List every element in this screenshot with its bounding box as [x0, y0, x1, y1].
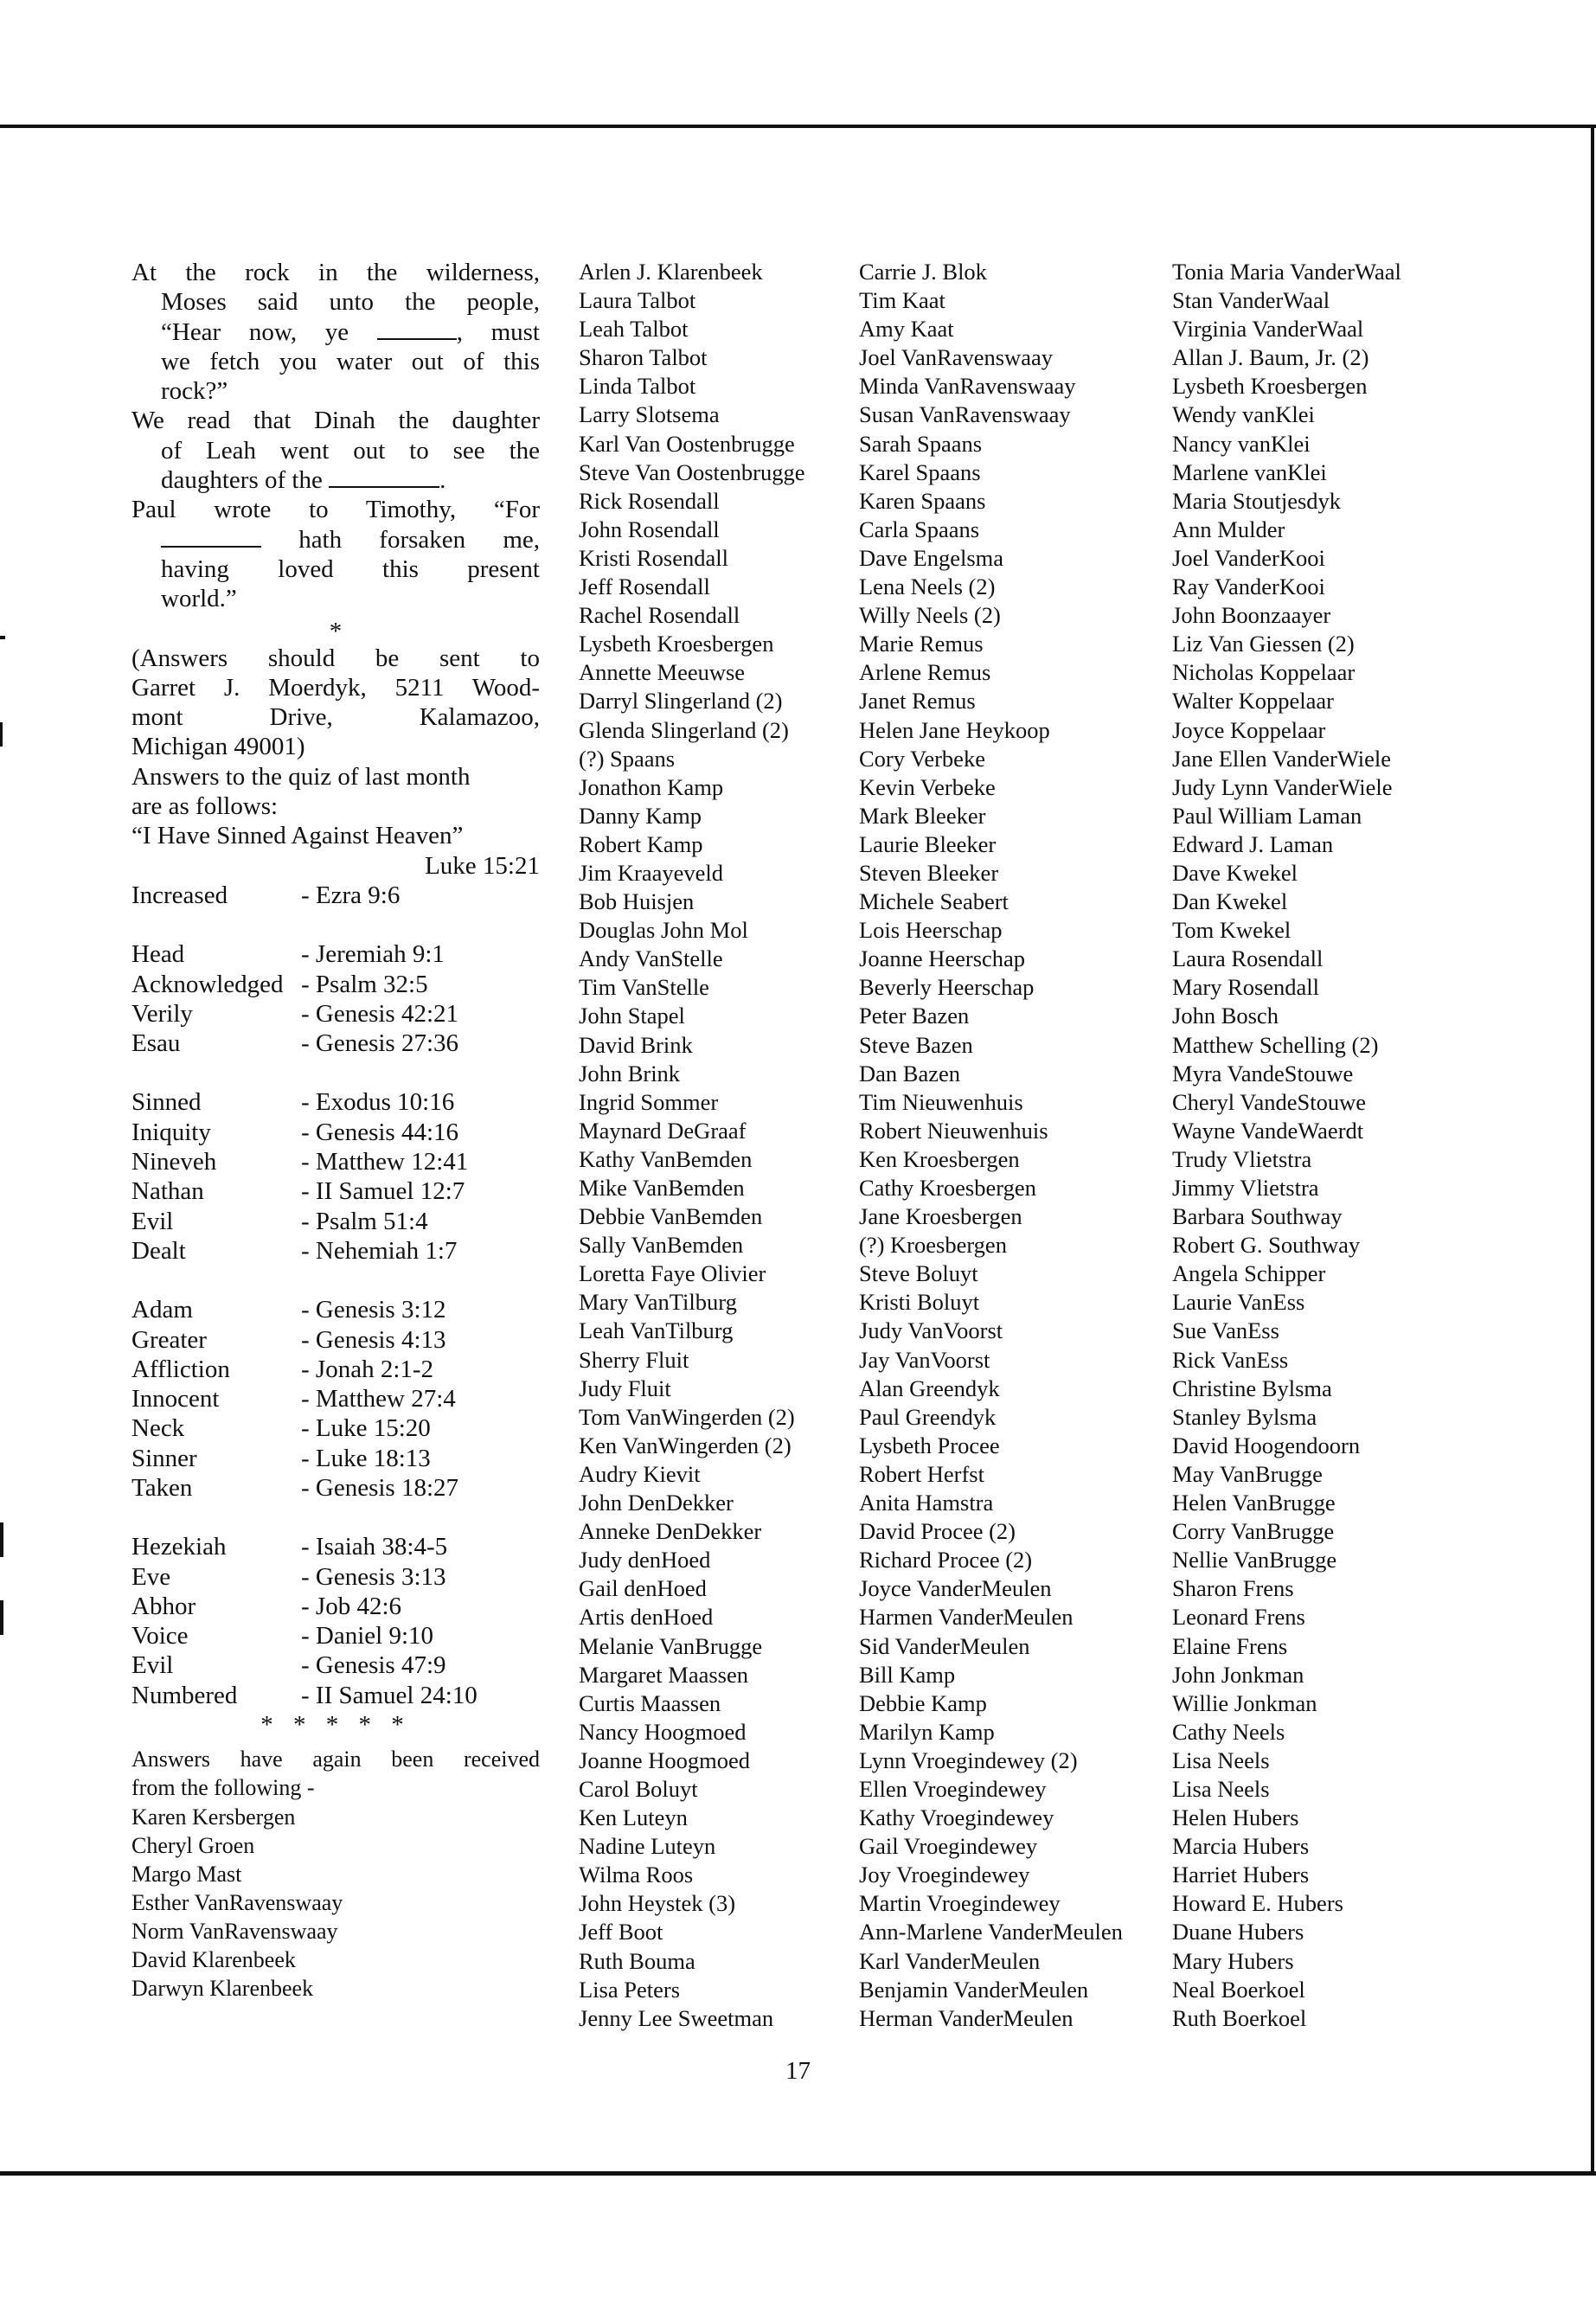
contributor-name: Jeff Rosendall [579, 574, 710, 600]
quiz-title: “I Have Sinned Against Heaven” [131, 822, 464, 850]
contributor-name: Arlen J. Klarenbeek [579, 259, 763, 285]
answer-reference: - Jeremiah 9:1 [301, 940, 445, 969]
contributor-name: John DenDekker [579, 1490, 734, 1516]
contributor-name: Matthew Schelling (2) [1172, 1031, 1379, 1058]
contributor-name: Minda VanRavenswaay [859, 373, 1076, 400]
contributor-name: Steve Bazen [859, 1031, 973, 1058]
contributor-name: Anneke DenDekker [579, 1518, 762, 1545]
contributor-name: David Brink [579, 1031, 693, 1058]
contributor-name: Angela Schipper [1172, 1260, 1326, 1287]
contributor-name: John Bosch [1172, 1003, 1279, 1029]
answer-reference: - Genesis 27:36 [301, 1029, 459, 1058]
contributor-name: Myra VandeStouwe [1172, 1060, 1354, 1086]
contributor-name: Lois Heerschap [859, 917, 1003, 944]
contributor-name: Mike VanBemden [579, 1175, 745, 1201]
answer-word: Evil [131, 1207, 174, 1235]
contributor-name: Tom VanWingerden (2) [579, 1403, 795, 1430]
answer-reference: - II Samuel 24:10 [301, 1681, 478, 1709]
contributor-name: Kevin Verbeke [859, 773, 996, 800]
quiz-column [131, 258, 540, 2003]
contributor-name: Tonia Maria VanderWaal [1172, 259, 1401, 285]
group-gap [131, 1503, 540, 1532]
contributor-name: Sarah Spaans [859, 430, 983, 457]
answer-word: Nineveh [131, 1148, 217, 1176]
contributor-name: Dan Kwekel [1172, 888, 1288, 915]
contributor-name: Harriet Hubers [1172, 1862, 1310, 1888]
received-name: Darwyn Klarenbeek [131, 1976, 314, 2002]
separator-star: * [329, 617, 343, 645]
contributor-name: Glenda Slingerland (2) [579, 716, 789, 743]
contributor-name: Stanley Bylsma [1172, 1403, 1317, 1430]
contributor-name: Laurie VanEss [1172, 1289, 1305, 1316]
contributor-name: Lisa Peters [579, 1976, 681, 2003]
contributor-name: Helen Hubers [1172, 1804, 1299, 1831]
contributor-name: Leonard Frens [1172, 1604, 1305, 1631]
answer-row [131, 1532, 540, 1561]
contributor-name: Tom Kwekel [1172, 917, 1292, 944]
contributor-name: Paul Greendyk [859, 1403, 997, 1430]
answer-row [131, 1473, 540, 1503]
contributor-name: Judy Lynn VanderWiele [1172, 773, 1393, 800]
contributor-name: Linda Talbot [579, 373, 696, 400]
separator-stars: * * * * * [260, 1711, 411, 1740]
contributor-name: Karen Spaans [859, 487, 986, 514]
contributor-name: Kathy Vroegindewey [859, 1804, 1054, 1831]
names-column-3 [1172, 258, 1535, 2033]
contributor-name: Helen Jane Heykoop [859, 716, 1050, 743]
contributor-name: Jay VanVoorst [859, 1346, 990, 1373]
contributor-name: Ken Kroesbergen [859, 1145, 1020, 1172]
answer-word: Iniquity [131, 1118, 211, 1146]
answer-reference: - II Samuel 12:7 [301, 1177, 465, 1206]
contributor-name: Jim Kraayeveld [579, 859, 724, 886]
contributor-name: Joel VanRavenswaay [859, 344, 1053, 371]
scan-mark [0, 1522, 3, 1557]
contributor-name: Beverly Heerschap [859, 974, 1035, 1001]
scan-mark [0, 722, 3, 747]
contributor-name: Sharon Frens [1172, 1575, 1294, 1602]
answer-row [131, 1207, 540, 1236]
group-gap [131, 910, 540, 939]
answer-row [131, 1295, 540, 1324]
contributor-name: Tim VanStelle [579, 974, 709, 1001]
contributor-name: Laura Talbot [579, 287, 696, 314]
answer-word: Dealt [131, 1236, 186, 1265]
names-column-2 [859, 258, 1170, 2033]
contributor-name: Wilma Roos [579, 1862, 694, 1888]
contributor-name: Neal Boerkoel [1172, 1976, 1305, 2003]
answer-row [131, 1147, 540, 1176]
contributor-name: Douglas John Mol [579, 917, 748, 944]
contributor-name: Jonathon Kamp [579, 773, 724, 800]
answer-word: Sinner [131, 1444, 197, 1472]
answer-row [131, 1413, 540, 1443]
contributor-name: Tim Kaat [859, 287, 945, 314]
received-name: Esther VanRavenswaay [131, 1889, 343, 1915]
contributor-name: Cory Verbeke [859, 745, 985, 772]
contributor-name: Curtis Maassen [579, 1689, 721, 1716]
contributor-name: Barbara Southway [1172, 1203, 1343, 1230]
contributor-name: Kristi Boluyt [859, 1289, 980, 1316]
answer-word: Sinned [131, 1088, 202, 1117]
contributor-name: Corry VanBrugge [1172, 1518, 1335, 1545]
contributor-name: Nadine Luteyn [579, 1833, 716, 1860]
contributor-name: Edward J. Laman [1172, 830, 1334, 857]
contributor-name: Ann Mulder [1172, 516, 1285, 542]
contributor-name: Arlene Remus [859, 659, 991, 686]
contributor-name: Ruth Bouma [579, 1947, 695, 1974]
contributor-name: Karl VanderMeulen [859, 1947, 1041, 1974]
contributor-name: Ruth Boerkoel [1172, 2004, 1307, 2031]
answer-reference: - Matthew 27:4 [301, 1385, 456, 1413]
contributor-name: Steve Boluyt [859, 1260, 978, 1287]
contributor-name: John Brink [579, 1060, 681, 1086]
contributor-name: Peter Bazen [859, 1003, 970, 1029]
contributor-name: Wendy vanKlei [1172, 401, 1315, 428]
contributor-name: Steve Van Oostenbrugge [579, 458, 805, 485]
contributor-name: Virginia VanderWaal [1172, 316, 1364, 343]
contributor-name: Anita Hamstra [859, 1490, 994, 1516]
answer-word: Abhor [131, 1592, 196, 1620]
contributor-name: Rachel Rosendall [579, 602, 740, 629]
answer-word: Taken [131, 1473, 193, 1502]
contributor-name: Herman VanderMeulen [859, 2004, 1074, 2031]
answer-word: Hezekiah [131, 1533, 227, 1561]
answer-blank [161, 529, 261, 548]
answer-reference: - Genesis 18:27 [301, 1473, 459, 1502]
answer-row [131, 1681, 540, 1710]
answer-reference: - Exodus 10:16 [301, 1088, 455, 1117]
contributor-name: Amy Kaat [859, 316, 954, 343]
contributor-name: Bill Kamp [859, 1661, 956, 1688]
contributor-name: Richard Procee (2) [859, 1547, 1033, 1574]
send-answers: (Answers should be sent to Garret J. Moerdyk, 5211 Wood- mont Drive, Kalamazoo, Michigan 49001) [131, 644, 540, 761]
answer-reference: - Genesis 4:13 [301, 1325, 446, 1354]
answer-reference: - Jonah 2:1-2 [301, 1355, 434, 1383]
contributor-name: Jimmy Vlietstra [1172, 1175, 1319, 1201]
contributor-name: Judy VanVoorst [859, 1317, 1003, 1344]
answer-word: Voice [131, 1622, 189, 1650]
answer-row [131, 1118, 540, 1147]
contributor-name: John Stapel [579, 1003, 685, 1029]
contributor-name: Ken Luteyn [579, 1804, 688, 1831]
contributor-name: Willy Neels (2) [859, 602, 1001, 629]
contributor-name: Robert G. Southway [1172, 1232, 1361, 1259]
contributor-name: Lynn Vroegindewey (2) [859, 1747, 1078, 1773]
contributor-name: Lena Neels (2) [859, 574, 996, 600]
contributor-name: Stan VanderWaal [1172, 287, 1330, 314]
contributor-name: Melanie VanBrugge [579, 1632, 763, 1659]
contributor-name: Margaret Maassen [579, 1661, 748, 1688]
answer-reference: - Genesis 42:21 [301, 999, 459, 1028]
answer-word: Neck [131, 1414, 185, 1443]
answer-word: Nathan [131, 1177, 204, 1206]
answer-word: Eve [131, 1562, 171, 1591]
contributor-name: Bob Huisjen [579, 888, 695, 915]
contributor-name: David Hoogendoorn [1172, 1432, 1361, 1458]
received-name: David Klarenbeek [131, 1947, 296, 1973]
contributor-name: Judy denHoed [579, 1547, 711, 1574]
contributor-name: Sally VanBemden [579, 1232, 744, 1259]
answer-reference: - Luke 18:13 [301, 1444, 431, 1472]
question-1: At the rock in the wilderness, Moses said unto the people, “Hear now, ye , must we fetch you water out of this rock?” [131, 259, 540, 406]
answers-intro: Answers to the quiz of last month are as follows: [131, 762, 471, 821]
answer-reference: - Genesis 47:9 [301, 1651, 446, 1680]
answer-reference: - Luke 15:20 [301, 1414, 431, 1443]
answer-row [131, 1236, 540, 1266]
contributor-name: Dave Kwekel [1172, 859, 1298, 886]
contributor-name: Nancy Hoogmoed [579, 1718, 747, 1745]
contributor-name: Howard E. Hubers [1172, 1890, 1343, 1917]
answer-row [131, 881, 540, 910]
contributor-name: Sue VanEss [1172, 1317, 1279, 1344]
answer-word: Evil [131, 1651, 174, 1680]
scan-mark [0, 636, 5, 639]
contributor-name: Robert Kamp [579, 830, 703, 857]
contributor-name: Dan Bazen [859, 1060, 960, 1086]
contributor-name: Michele Seabert [859, 888, 1009, 915]
contributor-name: Joyce Koppelaar [1172, 716, 1326, 743]
contributor-name: Robert Herfst [859, 1460, 984, 1487]
contributor-name: Allan J. Baum, Jr. (2) [1172, 344, 1369, 371]
group-gap [131, 1266, 540, 1295]
contributor-name: Nancy vanKlei [1172, 430, 1311, 457]
contributor-name: Joy Vroegindewey [859, 1862, 1030, 1888]
contributor-name: Mark Bleeker [859, 802, 986, 829]
contributor-name: Marie Remus [859, 631, 984, 657]
received-name: Norm VanRavenswaay [131, 1918, 338, 1944]
contributor-name: Joyce VanderMeulen [859, 1575, 1052, 1602]
answer-row [131, 1592, 540, 1621]
contributor-name: Paul William Laman [1172, 802, 1362, 829]
contributor-name: Loretta Faye Olivier [579, 1260, 766, 1287]
contributor-name: Carol Boluyt [579, 1775, 698, 1802]
contributor-name: Joanne Hoogmoed [579, 1747, 750, 1773]
contributor-name: Andy VanStelle [579, 945, 723, 972]
contributor-name: Ray VanderKooi [1172, 574, 1325, 600]
contributor-name: John Boonzaayer [1172, 602, 1331, 629]
answer-row [131, 1176, 540, 1206]
contributor-name: Laurie Bleeker [859, 830, 997, 857]
contributor-name: Nicholas Koppelaar [1172, 659, 1356, 686]
names-column-1 [579, 258, 856, 2033]
contributor-name: Rick Rosendall [579, 487, 720, 514]
contributor-name: Cathy Neels [1172, 1718, 1285, 1745]
contributor-name: Janet Remus [859, 688, 976, 715]
group-gap [131, 1058, 540, 1087]
received-name: Cheryl Groen [131, 1832, 255, 1858]
contributor-name: Walter Koppelaar [1172, 688, 1334, 715]
contributor-name: Gail Vroegindewey [859, 1833, 1038, 1860]
answer-blank [377, 321, 457, 340]
contributor-name: Steven Bleeker [859, 859, 999, 886]
contributor-name: Sharon Talbot [579, 344, 708, 371]
contributor-name: Maria Stoutjesdyk [1172, 487, 1342, 514]
answer-row [131, 1384, 540, 1413]
contributor-name: Lysbeth Kroesbergen [1172, 373, 1368, 400]
answer-row [131, 939, 540, 969]
answer-reference: - Genesis 3:13 [301, 1562, 446, 1591]
answer-row [131, 1621, 540, 1650]
contributor-name: Robert Nieuwenhuis [859, 1117, 1048, 1144]
contributor-name: Darryl Slingerland (2) [579, 688, 783, 715]
contributor-name: Judy Fluit [579, 1375, 671, 1401]
answer-word: Esau [131, 1029, 181, 1058]
contributor-name: Martin Vroegindewey [859, 1890, 1061, 1917]
contributor-name: Danny Kamp [579, 802, 702, 829]
contributor-name: Wayne VandeWaerdt [1172, 1117, 1364, 1144]
contributor-name: May VanBrugge [1172, 1460, 1323, 1487]
contributor-name: Karel Spaans [859, 458, 981, 485]
contributor-name: Marcia Hubers [1172, 1833, 1310, 1860]
question-2: We read that Dinah the daughter of Leah went out to see the daughters of the . [131, 407, 540, 495]
contributor-name: Marilyn Kamp [859, 1718, 995, 1745]
contributor-name: (?) Spaans [579, 745, 676, 772]
answer-word: Verily [131, 999, 193, 1028]
contributor-name: John Heystek (3) [579, 1890, 736, 1917]
contributor-name: Cathy Kroesbergen [859, 1175, 1036, 1201]
quiz-reference: Luke 15:21 [425, 851, 540, 880]
contributor-name: Liz Van Giessen (2) [1172, 631, 1355, 657]
answer-row [131, 1325, 540, 1355]
contributor-name: David Procee (2) [859, 1518, 1016, 1545]
scan-mark [0, 1600, 3, 1635]
contributor-name: Artis denHoed [579, 1604, 714, 1631]
contributor-name: Ellen Vroegindewey [859, 1775, 1047, 1802]
contributor-name: Dave Engelsma [859, 544, 1004, 571]
contributor-name: Marlene vanKlei [1172, 458, 1327, 485]
contributor-name: Trudy Vlietstra [1172, 1145, 1312, 1172]
contributor-name: Rick VanEss [1172, 1346, 1289, 1373]
top-rule [0, 125, 1596, 128]
answer-list [131, 881, 540, 1710]
answer-word: Acknowledged [131, 970, 284, 998]
contributor-name: Lysbeth Kroesbergen [579, 631, 774, 657]
answer-row [131, 1087, 540, 1117]
contributor-name: Harmen VanderMeulen [859, 1604, 1074, 1631]
contributor-name: Kathy VanBemden [579, 1145, 753, 1172]
contributor-name: Mary VanTilburg [579, 1289, 737, 1316]
contributor-name: Willie Jonkman [1172, 1689, 1317, 1716]
answer-row [131, 1562, 540, 1592]
answer-reference: - Matthew 12:41 [301, 1148, 469, 1176]
right-rule [1591, 125, 1594, 2175]
contributor-name: Ingrid Sommer [579, 1088, 719, 1115]
contributor-name: Maynard DeGraaf [579, 1117, 747, 1144]
answer-reference: - Genesis 3:12 [301, 1296, 446, 1324]
answer-word: Increased [131, 881, 228, 909]
contributor-name: Mary Hubers [1172, 1947, 1294, 1974]
answer-reference: - Psalm 32:5 [301, 970, 428, 998]
contributor-name: John Rosendall [579, 516, 720, 542]
contributor-name: Jeff Boot [579, 1919, 663, 1945]
contributor-name: Jane Kroesbergen [859, 1203, 1022, 1230]
answer-word: Numbered [131, 1681, 238, 1709]
received-name: Karen Kersbergen [131, 1804, 296, 1830]
contributor-name: Joanne Heerschap [859, 945, 1026, 972]
contributor-name: Carla Spaans [859, 516, 980, 542]
answer-row [131, 1355, 540, 1384]
contributor-name: Ken VanWingerden (2) [579, 1432, 792, 1458]
answer-row [131, 1444, 540, 1473]
answer-word: Innocent [131, 1385, 220, 1413]
contributor-name: Jane Ellen VanderWiele [1172, 745, 1392, 772]
answer-reference: - Daniel 9:10 [301, 1622, 434, 1650]
contributor-name: Debbie VanBemden [579, 1203, 763, 1230]
contributor-name: Kristi Rosendall [579, 544, 728, 571]
contributor-name: Annette Meeuwse [579, 659, 746, 686]
contributor-name: Lisa Neels [1172, 1775, 1270, 1802]
answer-reference: - Nehemiah 1:7 [301, 1236, 458, 1265]
contributor-name: Susan VanRavenswaay [859, 401, 1071, 428]
contributor-name: Lysbeth Procee [859, 1432, 1000, 1458]
answer-row [131, 999, 540, 1029]
answer-reference: - Job 42:6 [301, 1592, 401, 1620]
contributor-name: Carrie J. Blok [859, 259, 987, 285]
contributor-name: Jenny Lee Sweetman [579, 2004, 774, 2031]
contributor-name: Gail denHoed [579, 1575, 707, 1602]
contributor-name: Nellie VanBrugge [1172, 1547, 1337, 1574]
answer-reference: - Ezra 9:6 [301, 881, 401, 909]
answer-reference: - Genesis 44:16 [301, 1118, 459, 1146]
answer-reference: - Psalm 51:4 [301, 1207, 428, 1235]
contributor-name: Mary Rosendall [1172, 974, 1320, 1001]
contributor-name: Lisa Neels [1172, 1747, 1270, 1773]
contributor-name: Audry Kievit [579, 1460, 701, 1487]
answer-row [131, 1650, 540, 1680]
answer-word: Adam [131, 1296, 193, 1324]
answer-reference: - Isaiah 38:4-5 [301, 1533, 448, 1561]
contributor-name: Benjamin VanderMeulen [859, 1976, 1089, 2003]
contributor-name: Cheryl VandeStouwe [1172, 1088, 1366, 1115]
answer-word: Affliction [131, 1355, 230, 1383]
contributor-name: Ann-Marlene VanderMeulen [859, 1919, 1123, 1945]
contributor-name: Larry Slotsema [579, 401, 720, 428]
bottom-rule [0, 2171, 1596, 2176]
contributor-name: (?) Kroesbergen [859, 1232, 1007, 1259]
answer-word: Greater [131, 1325, 207, 1354]
answer-blank [329, 469, 439, 488]
answer-word: Head [131, 940, 185, 969]
contributor-name: Leah VanTilburg [579, 1317, 734, 1344]
contributor-name: Duane Hubers [1172, 1919, 1304, 1945]
received-names [131, 1803, 540, 2003]
question-3: Paul wrote to Timothy, “For hath forsaken me, having loved this present world.” [131, 496, 541, 613]
answer-row [131, 1029, 540, 1058]
contributor-name: Alan Greendyk [859, 1375, 1000, 1401]
contributor-name: Leah Talbot [579, 316, 689, 343]
page-number: 17 [785, 2057, 811, 2085]
contributor-name: Sherry Fluit [579, 1346, 689, 1373]
contributor-name: Debbie Kamp [859, 1689, 987, 1716]
contributor-name: Laura Rosendall [1172, 945, 1324, 972]
received-intro: Answers have again been received from the following - [131, 1747, 540, 1801]
contributor-name: Karl Van Oostenbrugge [579, 430, 795, 457]
contributor-name: Helen VanBrugge [1172, 1490, 1336, 1516]
contributor-name: Tim Nieuwenhuis [859, 1088, 1023, 1115]
contributor-name: Joel VanderKooi [1172, 544, 1325, 571]
answer-row [131, 970, 540, 999]
contributor-name: Elaine Frens [1172, 1632, 1288, 1659]
received-name: Margo Mast [131, 1861, 242, 1887]
contributor-name: Sid VanderMeulen [859, 1632, 1030, 1659]
contributor-name: John Jonkman [1172, 1661, 1304, 1688]
contributor-name: Christine Bylsma [1172, 1375, 1332, 1401]
